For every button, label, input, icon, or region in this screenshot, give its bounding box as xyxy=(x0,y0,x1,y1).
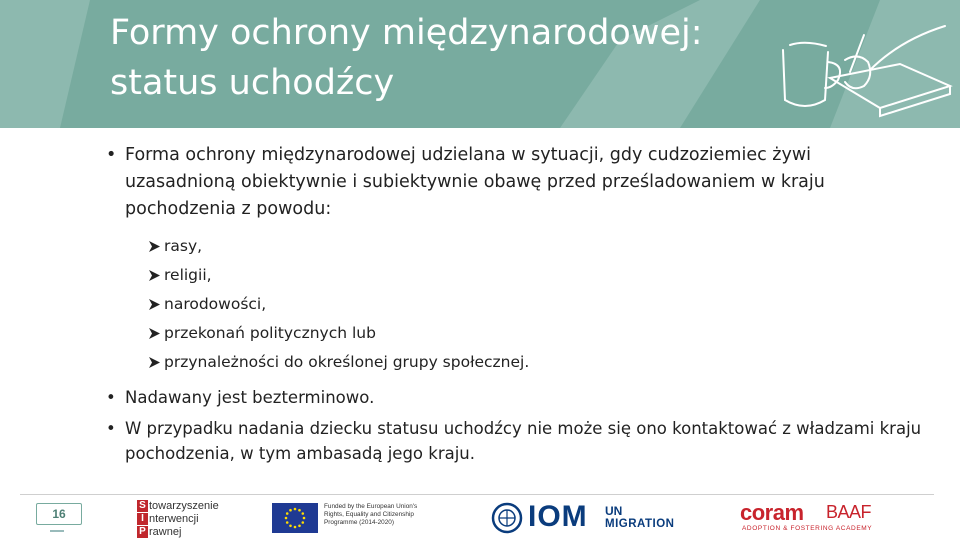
iom-logo xyxy=(490,502,680,534)
sip-logo-text: rawnej xyxy=(149,526,182,539)
footer-divider xyxy=(20,494,934,495)
arrow-right-icon xyxy=(148,240,161,253)
iom-logo-text: IOM xyxy=(528,500,588,533)
coram-logo-text: coram xyxy=(740,500,804,525)
page-number-underline xyxy=(50,530,64,532)
sub-item xyxy=(148,323,376,343)
sub-item xyxy=(148,352,529,372)
eu-flag-logo xyxy=(272,503,318,533)
bullet-3-text: W przypadku nadania dziecku statusu uchodźcy nie może się ono kontaktować z władzami kraju pochodzenia, w tym ambasadą jego kraju. xyxy=(125,419,922,463)
title-line-2: status uchodźcy xyxy=(110,63,395,103)
arrow-right-icon xyxy=(148,269,161,282)
sip-logo-cap: S xyxy=(137,500,148,512)
header-banner xyxy=(0,0,960,128)
sip-logo-row xyxy=(137,526,237,539)
sub-item xyxy=(148,294,266,314)
eu-funding-text: Funded by the European Union's Rights, Equality and Citizenship Programme (2014-2020) xyxy=(324,503,418,526)
eu-star-icon xyxy=(289,509,292,512)
sub-item xyxy=(148,236,202,256)
eu-star-icon xyxy=(285,517,288,520)
sip-logo-row xyxy=(137,499,237,512)
eu-star-icon xyxy=(294,526,297,529)
eu-star-icon xyxy=(303,517,306,520)
bullet-dot: • xyxy=(106,419,116,438)
title-line-1: Formy ochrony międzynarodowej: xyxy=(110,13,703,53)
iom-logo-un: UN xyxy=(605,504,623,518)
sub-item xyxy=(148,265,212,285)
sub-item-text: przynależności do określonej grupy społecznej. xyxy=(164,353,530,371)
sip-logo-row xyxy=(137,512,237,525)
sip-logo-cap: P xyxy=(137,526,148,538)
bullet-2 xyxy=(106,385,926,410)
bullet-dot: • xyxy=(106,145,117,165)
coram-baaf-logo xyxy=(740,500,890,534)
bullet-dot: • xyxy=(106,388,116,407)
bullet-3 xyxy=(106,416,936,466)
sip-logo xyxy=(137,499,237,539)
sip-logo-text: towarzyszenie xyxy=(149,499,219,512)
sub-item-text: przekonań politycznych lub xyxy=(164,324,376,342)
main-bullet xyxy=(106,142,906,223)
iom-logo-migration: MIGRATION xyxy=(605,518,675,530)
eu-star-icon xyxy=(298,524,301,527)
sip-logo-text: nterwencji xyxy=(149,513,199,526)
eu-star-icon xyxy=(298,509,301,512)
eu-star-icon xyxy=(286,521,289,524)
bullet-2-text: Nadawany jest bezterminowo. xyxy=(125,388,375,407)
page-number: 16 xyxy=(36,503,82,525)
eu-star-icon xyxy=(294,508,297,511)
arrow-right-icon xyxy=(148,327,161,340)
sub-item-text: rasy, xyxy=(164,237,203,255)
sub-item-text: religii, xyxy=(164,266,212,284)
arrow-right-icon xyxy=(148,356,161,369)
baaf-logo-text: BAAF xyxy=(826,502,872,522)
main-bullet-text: Forma ochrony międzynarodowej udzielana w sytuacji, gdy cudzoziemiec żywi uzasadnioną obiektywnie i subiektywnie obawę przed prześladowaniem w kraju pochodzenia z powodu: xyxy=(125,145,825,219)
eu-star-icon xyxy=(286,512,289,515)
eu-star-icon xyxy=(301,521,304,524)
eu-star-icon xyxy=(301,512,304,515)
coram-logo-subtitle: ADOPTION & FOSTERING ACADEMY xyxy=(742,525,873,532)
arrow-right-icon xyxy=(148,298,161,311)
un-emblem-icon xyxy=(490,502,524,534)
sip-logo-cap: I xyxy=(137,513,148,525)
eu-star-icon xyxy=(289,524,292,527)
sub-item-text: narodowości, xyxy=(164,295,267,313)
page-title xyxy=(110,8,750,108)
